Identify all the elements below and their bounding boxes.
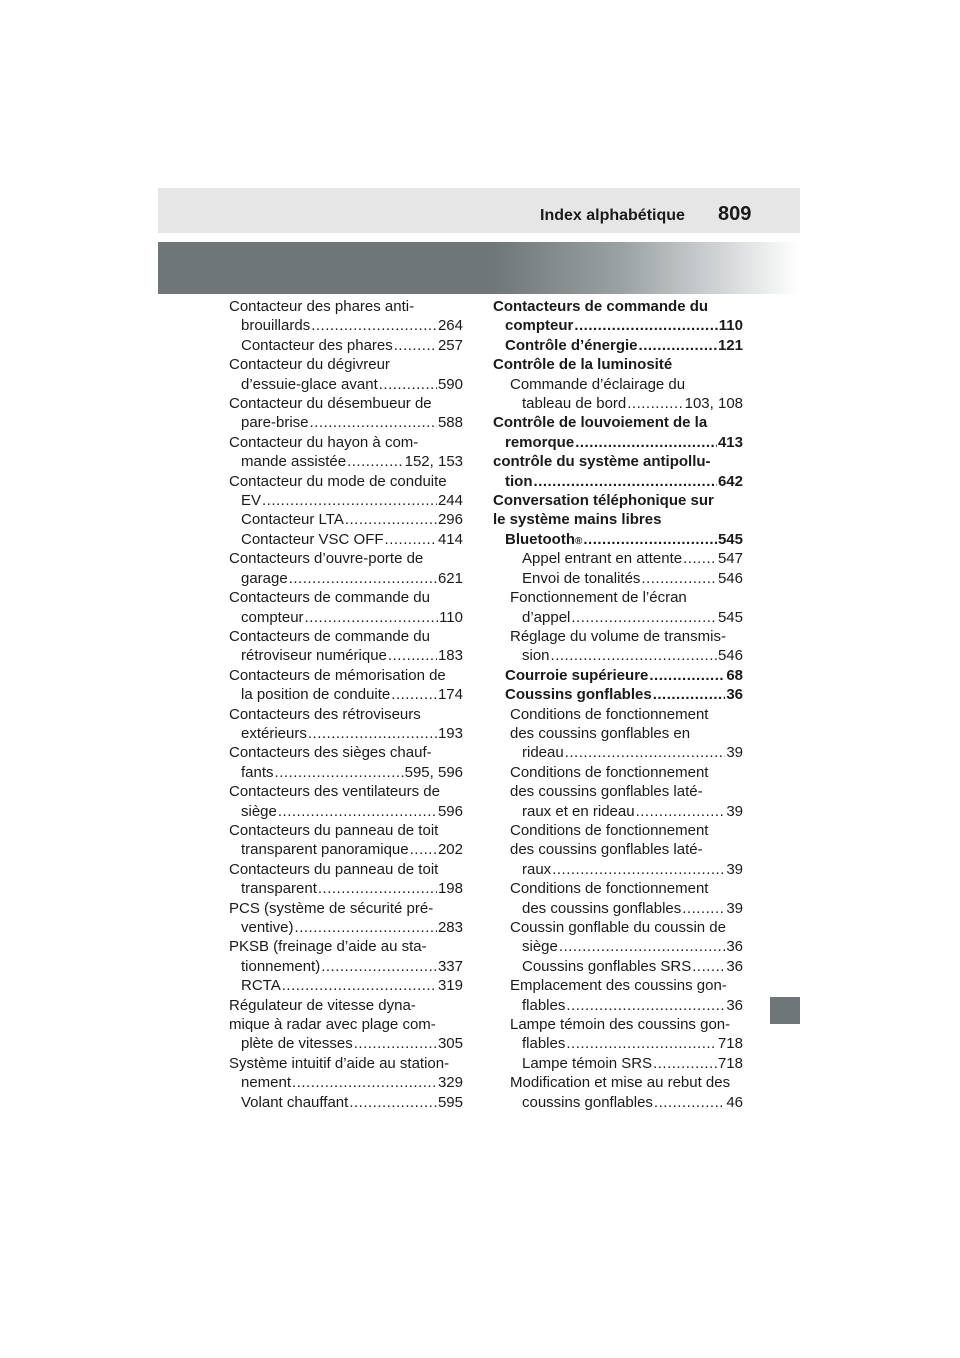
index-entry-text: Système intuitif d’aide au station-: [229, 1054, 450, 1072]
index-entry-line: [241, 918, 463, 937]
index-entry-line: [505, 666, 743, 685]
page-reference: 329: [437, 1074, 463, 1092]
index-entry-text: siège: [241, 802, 277, 820]
index-entry: [493, 1015, 743, 1054]
page-reference: 121: [717, 336, 743, 354]
index-entry-text: Volant chauffant: [241, 1093, 349, 1111]
dot-leader: [391, 685, 437, 704]
index-entry-text: Lampe témoin des coussins gon-: [510, 1016, 731, 1034]
dot-leader: [385, 530, 437, 549]
index-entry-line: [505, 472, 743, 491]
index-entry: [493, 957, 743, 976]
dot-leader: [649, 666, 725, 685]
dot-leader: [292, 1073, 437, 1092]
index-entry: [229, 821, 463, 860]
index-entry-text: Réglage du volume de transmis-: [510, 627, 726, 645]
index-entry: [493, 976, 743, 1015]
page-reference: 296: [437, 511, 463, 529]
index-entry-text: Modification et mise au rebut des: [510, 1074, 731, 1092]
index-entry-text: Contacteur des phares anti-: [229, 298, 415, 315]
index-entry-text: brouillards: [241, 317, 311, 335]
index-entry-line: [505, 433, 743, 452]
index-entry: [229, 782, 463, 821]
index-entry-text: Conditions de fonctionnement: [510, 821, 709, 839]
index-entry: [493, 569, 743, 588]
dot-leader: [654, 1093, 725, 1112]
index-entry-text: EV: [241, 492, 262, 510]
page-reference: 39: [726, 802, 743, 820]
index-column-left: [229, 297, 463, 1112]
page-reference: 718: [717, 1054, 743, 1072]
index-entry-text: extérieurs: [241, 724, 307, 742]
index-entry-line: [241, 763, 463, 782]
index-entry: [493, 1073, 743, 1112]
index-entry: [229, 355, 463, 394]
index-entry-text: Contacteur du hayon à com-: [229, 433, 419, 451]
index-entry-text: Contacteurs de mémorisation de: [229, 666, 446, 684]
dot-leader: [354, 1034, 437, 1053]
index-entry-text: mique à radar avec plage com-: [229, 1016, 436, 1034]
index-entry: [493, 549, 743, 568]
dot-leader: [571, 608, 717, 627]
index-entry: [229, 1093, 463, 1112]
dot-leader: [534, 472, 717, 491]
page-reference: 36: [726, 957, 743, 975]
index-entry-text: Conditions de fonctionnement: [510, 880, 709, 898]
index-entry-text: Contacteurs des sièges chauf-: [229, 744, 432, 762]
dot-leader: [565, 743, 726, 762]
index-entry-line: [241, 452, 463, 471]
header-band: [158, 188, 800, 233]
index-entry-text: d’appel: [522, 608, 571, 626]
index-entry-text: remorque: [505, 433, 575, 451]
page-reference: 546: [717, 647, 743, 665]
index-entry: [493, 918, 743, 957]
dot-leader: [349, 1093, 437, 1112]
index-entry-text: compteur: [241, 608, 304, 626]
dot-leader: [575, 433, 717, 452]
index-entry: [493, 588, 743, 627]
dot-leader: [310, 413, 437, 432]
index-entry: [229, 899, 463, 938]
page-reference: 596: [437, 802, 463, 820]
page-reference: 39: [726, 899, 743, 917]
index-entry-line: [505, 336, 743, 355]
page-reference: 198: [437, 880, 463, 898]
dot-leader: [574, 316, 717, 335]
index-entry: [493, 491, 743, 549]
index-entry-text: Contacteurs d’ouvre-porte de: [229, 550, 424, 568]
page-reference: 545: [717, 608, 743, 626]
page-reference: 621: [437, 569, 463, 587]
page-reference: 36: [726, 996, 743, 1014]
dot-leader: [639, 336, 717, 355]
index-entry-text: PCS (système de sécurité pré-: [229, 899, 434, 917]
page-reference: 39: [726, 860, 743, 878]
dot-leader: [559, 937, 725, 956]
index-entry: [493, 1054, 743, 1073]
index-entry-text: fants: [241, 763, 274, 781]
index-entry-text: Fonctionnement de l’écran: [510, 589, 687, 607]
dot-leader: [305, 608, 439, 627]
index-entry-text: des coussins gonflables en: [510, 724, 691, 742]
index-entry: [229, 297, 463, 336]
index-entry-text: RCTA: [241, 977, 281, 995]
index-entry-line: [505, 316, 743, 335]
index-entry-line: [522, 860, 743, 879]
index-entry-line: [241, 530, 463, 549]
index-entry-text: Envoi de tonalités: [522, 569, 641, 587]
page-title: Index alphabétique: [540, 207, 685, 224]
index-entry-line: [241, 569, 463, 588]
index-entry-text: contrôle du système antipollu-: [493, 453, 711, 471]
index-entry-text: PKSB (freinage d’aide au sta-: [229, 938, 427, 956]
index-entry-text: ventive): [241, 919, 294, 936]
index-entry: [493, 763, 743, 821]
index-entry-line: [241, 646, 463, 665]
page-reference: 319: [437, 977, 463, 995]
index-entry: [229, 976, 463, 995]
index-entry: [493, 336, 743, 355]
dot-leader: [566, 1034, 717, 1053]
index-entry: [229, 705, 463, 744]
page-reference: 110: [718, 317, 743, 335]
index-entry-line: [241, 375, 463, 394]
index-entry-text: des coussins gonflables laté-: [510, 783, 703, 801]
dot-leader: [318, 879, 437, 898]
index-entry-text: coussins gonflables: [522, 1093, 653, 1111]
dot-leader: [551, 646, 717, 665]
chapter-thumb-tab: [770, 997, 800, 1024]
index-entry: [229, 336, 463, 355]
index-entry: [229, 1054, 463, 1093]
dot-leader: [410, 840, 437, 859]
index-entry-text: raux et en rideau: [522, 802, 635, 820]
dot-leader: [692, 957, 725, 976]
index-entry-text: compteur: [505, 317, 574, 335]
index-entry-text: Contacteurs de commande du: [229, 589, 430, 607]
index-entry-text: plète de vitesses: [241, 1035, 353, 1053]
index-entry-line: [522, 899, 743, 918]
page-reference: 547: [717, 550, 743, 568]
index-entry-text: Contacteurs des ventilateurs de: [229, 783, 440, 801]
index-entry-line: [522, 1093, 743, 1112]
index-entry-line: [522, 802, 743, 821]
index-entry: [229, 627, 463, 666]
index-entry-text: tion: [505, 472, 533, 490]
page-reference: 110: [439, 608, 463, 626]
dot-leader: [583, 530, 717, 549]
index-entry-text: Contacteurs de commande du: [229, 627, 430, 645]
index-entry-text: des coussins gonflables laté-: [510, 841, 703, 859]
index-entry-line: [241, 685, 463, 704]
index-entry-text: Contrôle de louvoiement de la: [493, 414, 708, 432]
index-entry-line: [522, 608, 743, 627]
index-entry-text: rideau: [522, 744, 564, 762]
dot-leader: [653, 685, 726, 704]
index-entry-text: tableau de bord: [522, 395, 627, 413]
index-entry-text: Lampe témoin SRS: [522, 1054, 653, 1072]
index-entry-text: Contacteur du mode de conduite: [229, 472, 447, 490]
index-entry: [229, 549, 463, 588]
index-entry: [229, 743, 463, 782]
index-entry-text: Régulateur de vitesse dyna-: [229, 996, 416, 1014]
index-entry-text: Contacteurs du panneau de toit: [229, 860, 439, 878]
dot-leader: [345, 510, 437, 529]
index-entry-text: Coussin gonflable du coussin de: [510, 919, 726, 936]
index-entry: [493, 355, 743, 374]
index-entry-text: rétroviseur numérique: [241, 647, 387, 665]
index-entry-line: [241, 802, 463, 821]
index-entry-text: flables: [522, 1035, 566, 1053]
dot-leader: [682, 899, 725, 918]
dot-leader: [275, 763, 404, 782]
page-reference: 174: [437, 686, 463, 704]
page-reference: 305: [437, 1035, 463, 1053]
page-reference: 36: [726, 938, 743, 956]
index-entry-line: [522, 1034, 743, 1053]
index-entry-text: nement: [241, 1074, 292, 1092]
index-entry-line: [522, 394, 743, 413]
dot-leader: [295, 918, 437, 937]
dot-leader: [379, 375, 437, 394]
index-entry-text: Contacteurs des rétroviseurs: [229, 705, 421, 723]
index-entry-line: [522, 569, 743, 588]
index-entry: [493, 413, 743, 452]
page-reference: 202: [437, 841, 463, 859]
dot-leader: [552, 860, 725, 879]
page-reference: 36: [726, 686, 743, 704]
index-entry-line: [241, 336, 463, 355]
index-entry-text: raux: [522, 860, 552, 878]
index-entry-line: [522, 957, 743, 976]
page-reference: 590: [437, 375, 463, 393]
index-entry: [229, 588, 463, 627]
index-entry: [493, 879, 743, 918]
dot-leader: [641, 569, 717, 588]
page-reference: 183: [437, 647, 463, 665]
index-entry-text: Contacteur VSC OFF: [241, 530, 384, 548]
index-entry-text: pare-brise: [241, 414, 309, 432]
index-entry: [229, 530, 463, 549]
page-reference: 595, 596: [404, 763, 463, 781]
page-reference: 46: [726, 1093, 743, 1111]
index-entry-text: Emplacement des coussins gon-: [510, 977, 727, 995]
page-reference: 718: [717, 1035, 743, 1053]
dot-leader: [321, 957, 437, 976]
index-entry-text: la position de conduite: [241, 686, 391, 704]
dot-leader: [282, 976, 437, 995]
page-reference: 595: [437, 1093, 463, 1111]
index-entry-line: [241, 608, 463, 627]
dot-leader: [683, 549, 717, 568]
dot-leader: [394, 336, 437, 355]
page-number: 809: [718, 203, 752, 225]
index-entry: [493, 821, 743, 879]
index-entry-line: [241, 316, 463, 335]
page-reference: 283: [437, 919, 463, 936]
index-entry: [493, 297, 743, 336]
dot-leader: [278, 802, 437, 821]
index-entry-text: Contacteurs de commande du: [493, 298, 709, 315]
page-reference: 642: [717, 472, 743, 490]
index-entry-text: tionnement): [241, 957, 321, 975]
dot-leader: [566, 996, 725, 1015]
index-entry-text: Coussins gonflables: [505, 686, 652, 704]
index-entry-line: [241, 1093, 463, 1112]
index-entry: [229, 394, 463, 433]
dot-leader: [636, 802, 726, 821]
dot-leader: [262, 491, 437, 510]
page-reference: 545: [717, 530, 743, 548]
page-reference: 588: [437, 414, 463, 432]
dot-leader: [653, 1054, 717, 1073]
index-entry-text: flables: [522, 996, 566, 1014]
index-entry-text: le système mains libres: [493, 511, 662, 529]
index-entry: [493, 375, 743, 414]
index-entry: [229, 860, 463, 899]
page-reference: 546: [717, 569, 743, 587]
index-entry-text: Bluetooth: [505, 530, 575, 548]
index-entry: [493, 685, 743, 704]
index-entry-text: Contacteur LTA: [241, 511, 344, 529]
index-entry-text: Contrôle de la luminosité: [493, 356, 673, 374]
index-entry: [493, 627, 743, 666]
page-reference: 244: [437, 492, 463, 510]
index-entry: [229, 937, 463, 976]
index-entry-text: transparent: [241, 880, 317, 898]
page-reference: 257: [437, 336, 463, 354]
index-entry: [229, 472, 463, 511]
index-entry-line: [241, 957, 463, 976]
index-entry-line: [241, 491, 463, 510]
index-entry: [229, 666, 463, 705]
index-entry-line: [241, 879, 463, 898]
index-entry-text: Conditions de fonctionnement: [510, 705, 709, 723]
index-entry-text: Courroie supérieure: [505, 666, 649, 684]
index-entry-text: Contacteurs du panneau de toit: [229, 821, 439, 839]
index-entry-text: Contacteur des phares: [241, 336, 393, 354]
index-entry-line: [241, 510, 463, 529]
index-entry-line: [241, 976, 463, 995]
index-entry-text: sion: [522, 647, 550, 665]
index-entry-text: Coussins gonflables SRS: [522, 957, 692, 975]
index-entry-text: garage: [241, 569, 288, 587]
index-entry-line: Bluetooth ® ..... 545: [505, 530, 743, 549]
page-reference: 103, 108: [684, 395, 743, 413]
page-reference: 152, 153: [404, 453, 463, 471]
index-entry-line: [241, 724, 463, 743]
page-reference: 193: [437, 724, 463, 742]
index-entry: [229, 996, 463, 1054]
index-entry-text: Conditions de fonctionnement: [510, 763, 709, 781]
index-entry-text: Contrôle d’énergie: [505, 336, 638, 354]
index-entry: [229, 433, 463, 472]
page-reference: 414: [437, 530, 463, 548]
index-entry-line: [522, 646, 743, 665]
dot-leader: [388, 646, 437, 665]
index-entry: [493, 452, 743, 491]
page-reference: 264: [437, 317, 463, 335]
dot-leader: [627, 394, 683, 413]
dot-leader: [311, 316, 437, 335]
index-entry-text: Appel entrant en attente: [522, 550, 683, 568]
index-entry-text: Contacteur du dégivreur: [229, 356, 390, 374]
index-entry-line: [241, 840, 463, 859]
index-entry-line: [241, 1034, 463, 1053]
index-entry-line: [505, 685, 743, 704]
index-entry-text: mande assistée: [241, 453, 347, 471]
page-reference: 337: [437, 957, 463, 975]
index-entry-line: [522, 1054, 743, 1073]
index-entry: [229, 510, 463, 529]
page-reference: 68: [726, 666, 743, 684]
dot-leader: [347, 452, 404, 471]
index-entry-text: Contacteur du désembueur de: [229, 395, 432, 413]
index-entry-line: [522, 549, 743, 568]
index-entry-text: Conversation téléphonique sur: [493, 492, 714, 510]
page-reference: 39: [726, 744, 743, 762]
index-entry-text: des coussins gonflables: [522, 899, 682, 917]
dot-leader: [308, 724, 437, 743]
dot-leader: [289, 569, 437, 588]
index-entry-text: Commande d’éclairage du: [510, 375, 686, 393]
index-entry-line: [241, 1073, 463, 1092]
page-reference: 413: [717, 433, 743, 451]
index-column-right: [493, 297, 743, 1112]
index-entry-line: [522, 996, 743, 1015]
index-entry-text: siège: [522, 938, 558, 956]
index-entry: [493, 705, 743, 763]
index-entry: [493, 666, 743, 685]
section-gradient-bar: [158, 242, 800, 294]
index-entry-line: [522, 937, 743, 956]
index-entry-line: [241, 413, 463, 432]
index-entry-text: transparent panoramique: [241, 841, 409, 859]
index-entry-text: d’essuie-glace avant: [241, 375, 378, 393]
index-entry-line: [522, 743, 743, 762]
